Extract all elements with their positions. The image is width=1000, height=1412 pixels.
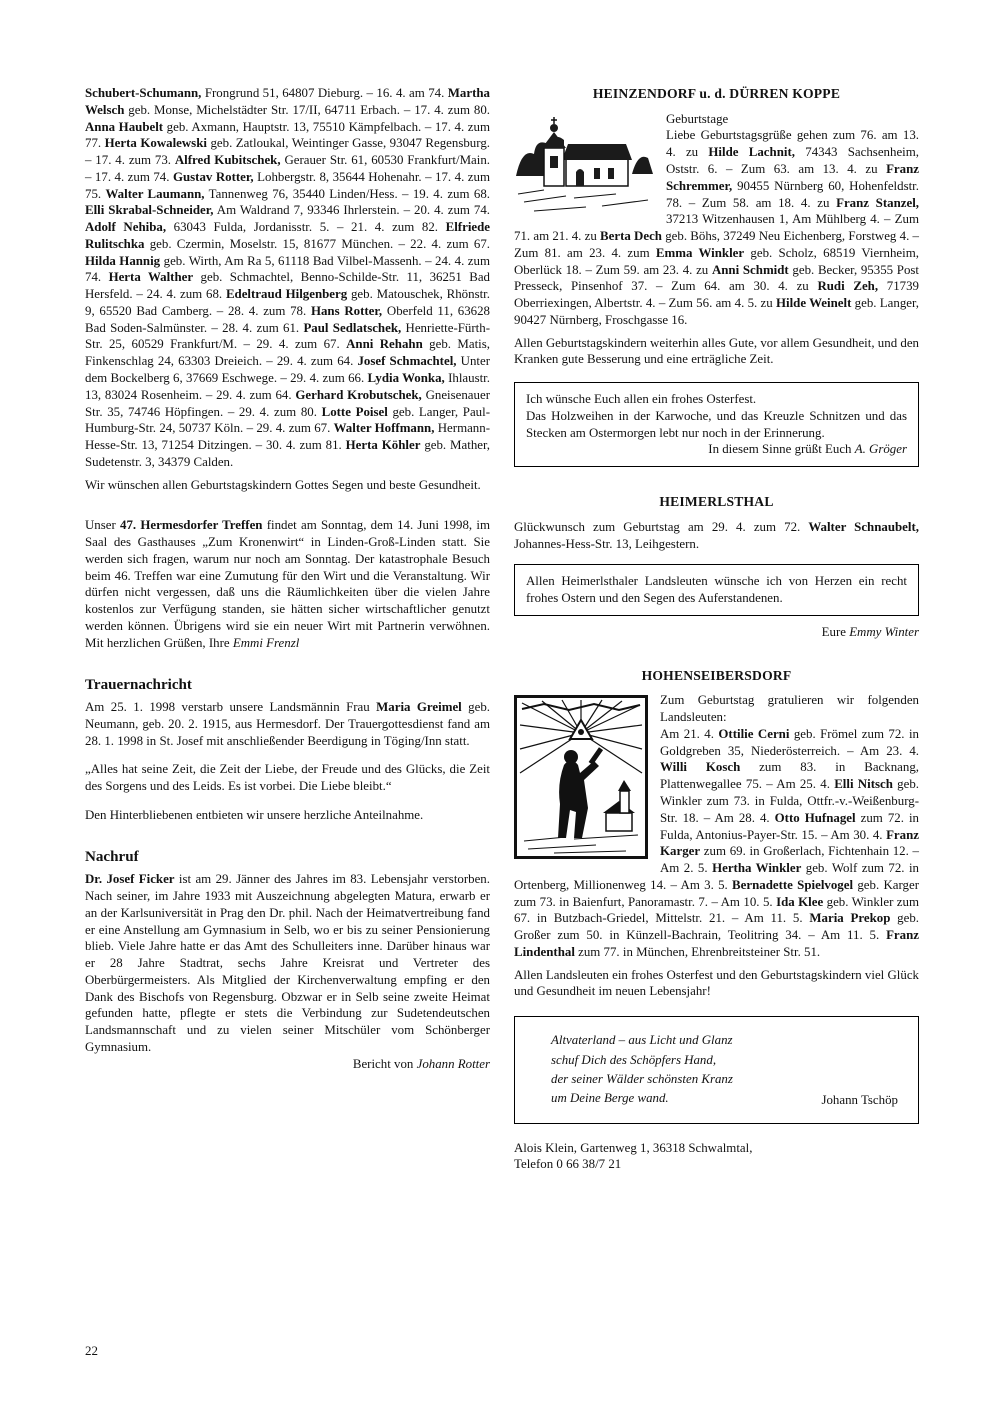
left-column	[85, 85, 490, 1173]
page-number: 22	[85, 1343, 98, 1359]
contact-line: Telefon 0 66 38/7 21	[514, 1157, 622, 1172]
hohenseibersdorf-birthdays: Zum Geburtstag gratulieren wir folgenden Landsleuten: Am 21. 4. Ottilie Cerni geb. Frömel zum 72. in Goldgreben 35, Niederösterreich. – Am 23. 4. Willi Kosch zum 83. in Backnang, Plattenwegallee 75. – Am 25. 4. Elli Nitsch geb. Winkler zum 73. in Fulda, Ottfr.-v.-Weißenburg-Str. 18. – Am 28. 4. Otto Hufnagel zum 72. in Fulda, Antonius-Payer-Str. 15. – Am 30. 4. Franz Karger zum 69. in Großerlach, Fichtenhain 12. – Am 2. 5. Hertha Winkler geb. Wolf zum 72. in Ortenberg, Millionenweg 14. – Am 3. 5. Bernadette Spielvogel geb. Karger zum 73. in Baienfurt, Panoramastr. 7. – Am 10. 5. Ida Klee geb. Winkler zum 67. in Butzbach-Griedel, Mittelstr. 21. – Am 11. 5. Maria Prekop geb. Großer zum 50. in Künzell-Bachrain, Teolitring 34. – Am 11. 5. Franz Lindenthal zum 77. in München, Ehrenbreitsteiner Str. 51.	[514, 693, 920, 959]
easter-greeting-box	[514, 382, 919, 467]
heinzendorf-title: HEINZENDORF u. d. DÜRREN KOPPE	[592, 86, 841, 101]
easter-box-signature: In diesem Sinne grüßt Euch A. Gröger	[708, 442, 907, 457]
poem-box	[514, 1016, 919, 1123]
poem-line: um Deine Berge wand.	[551, 1091, 669, 1106]
right-column	[514, 85, 919, 1173]
obituary-notice-heading: Trauernachricht	[85, 676, 192, 693]
heimerlsthal-title: HEIMERLSTHAL	[659, 494, 774, 510]
religious-woodcut-image	[514, 695, 648, 859]
hohenseibersdorf-title: HOHENSEIBERSDORF	[641, 667, 792, 683]
birthday-list-paragraph: Schubert-Schumann, Frongrund 51, 64807 Dieburg. – 16. 4. am 74. Martha Welsch geb. Monse, Michelstädter Str. 17/II, 64711 Erbach. – 17. 4. zum 80. Anna Haubelt geb. Axmann, Hauptstr. 13, 75510 Kämpfelbach. – 17. 4. zum 77. Herta Kowalewski geb. Zatloukal, Weintinger Gasse, 93047 Regensburg. – 17. 4. zum 73. Alfred Kubitschek, Gerauer Str. 61, 60530 Frankfurt/Main. – 17. 4. zum 74. Gustav Rotter, Lohbergstr. 8, 35644 Hohenahr. – 17. 4. zum 75. Walter Laumann, Tannenweg 76, 35440 Linden/Hess. – 19. 4. zum 68. Elli Skrabal-Schneider, Am Waldrand 7, 93346 Ihrlerstein. – 20. 4. zum 74. Adolf Nehiba, 63043 Fulda, Jordanisstr. 5. – 21. 4. zum 82. Elfriede Rulitschka geb. Czermin, Moselstr. 15, 81677 München. – 22. 4. zum 67. Hilda Hannig geb. Wirth, Am Ra 5, 61118 Bad Vilbel-Massenh. – 24. 4. zum 74. Herta Walther geb. Schmachtel, Benno-Schilde-Str. 11, 36251 Bad Hersfeld. – 24. 4. zum 68. Edeltraud Hilgenberg geb. Matouschek, Rhönstr. 9, 65520 Bad Camberg. – 28. 4. zum 78. Hans Rotter, Oberfeld 11, 63628 Bad Soden-Salmünster. – 28. 4. zum 61. Paul Sedlatschek, Henriette-Fürth-Str. 25, 60529 Frankfurt/M. – 29. 4. zum 67. Anni Rehahn geb. Matis, Finkenschlag 24, 63303 Dreieich. – 29. 4. zum 64. Josef Schmachtel, Unter dem Bockelberg 6, 37669 Eschwege. – 29. 4. zum 66. Lydia Wonka, Ihlaustr. 13, 83024 Rosenheim. – 29. 4. zum 64. Gerhard Krobutschek, Gneisenauer Str. 35, 74746 Höpfingen. – 29. 4. zum 80. Lotte Poisel geb. Langer, Paul-Humburg-Str. 24, 50737 Köln. – 29. 4. zum 67. Walter Hoffmann, Hermann-Hesse-Str. 13, 71254 Ditzingen. – 30. 4. zum 81. Herta Köhler geb. Mather, Sudetenstr. 3, 34379 Calden.	[85, 86, 491, 469]
birthday-wish: Wir wünschen allen Geburtstagskindern Gottes Segen und beste Gesundheit.	[85, 477, 481, 492]
poem-line: schuf Dich des Schöpfers Hand,	[551, 1052, 717, 1067]
section-hohenseibersdorf	[514, 667, 919, 1173]
poem-author: Johann Tschöp	[821, 1092, 898, 1107]
heimerlsthal-signature: Eure Emmy Winter	[821, 624, 919, 639]
obituary-quote: „Alles hat seine Zeit, die Zeit der Liebe, der Freude und des Glücks, die Zeit des Sorgens und des Leids. Es ist vorbei. Die Liebe bleibt.“	[85, 762, 490, 794]
contact-line: Alois Klein, Gartenweg 1, 36318 Schwalmtal,	[514, 1140, 753, 1155]
heimerlsthal-birthday: Glückwunsch zum Geburtstag am 29. 4. zum 72. Walter Schnaubelt, Johannes-Hess-Str. 13, Leihgestern.	[514, 519, 919, 551]
nachruf-heading: Nachruf	[85, 848, 139, 865]
obituary-notice-paragraph: Am 25. 1. 1998 verstarb unsere Landsmännin Frau Maria Greimel geb. Neumann, geb. 20. 2. 1915, aus Hermesdorf. Der Trauergottesdienst fand am 28. 1. 1998 in St. Josef mit anschließender Beerdigung in Töging/Inn statt.	[85, 700, 491, 748]
easter-box-body: Das Holzweihen in der Karwoche, und das Kreuzle Schnitzen und das Stecken am Ostermorgen lebt nur noch in der Erinnerung.	[526, 408, 907, 440]
treffen-announcement: Unser 47. Hermesdorfer Treffen findet am Sonntag, dem 14. Juni 1998, im Saal des Gasthauses „Zum Kronenwirt“ in Linden-Groß-Linden statt. Sie werden sich fragen, warum nur noch am Sonntag. Der katastrophale Besuch beim 46. Treffen war eine Zumutung für den Wirt und die Veranstaltung. Wir dürfen nicht vergessen, daß uns die Räumlichkeiten über die vielen Jahre kostenlos zur Verfügung standen, sie hätten sicher wirtschaftlicher genutzt werden können. Übrigens wird sie ein neuer Wirt mit Partnerin verwöhnen. Mit herzlichen Grüßen, Ihre Emmi Frenzl	[85, 518, 490, 650]
heinzendorf-subtitle: Geburtstage	[666, 111, 729, 126]
poem-line: der seiner Wälder schönsten Kranz	[551, 1071, 733, 1086]
hohenseibersdorf-closing: Allen Landsleuten ein frohes Osterfest und den Geburtstagskindern viel Glück und Gesundheit im neuen Lebensjahr!	[514, 967, 919, 999]
heimerlsthal-greeting-box	[514, 564, 919, 616]
contact-info	[514, 1140, 919, 1174]
nachruf-paragraph: Dr. Josef Ficker ist am 29. Jänner des Jahres im 83. Lebensjahr verstorben. Nach seiner, im Jahre 1933 mit Auszeichnung abgelegten Matura, erwarb er an der Karlsuniversität in Prag den Dr. phil. Nach der Heimatvertreibung fand er eine Anstellung am Gymnasium in Selb, wo er bis zu seiner Pensionierung blieb. Viele Jahre hatte er das Amt des Schulleiters inne. Darüber hinaus war er 28 Jahre Stadtrat, sechs Jahre Kreisrat und Vertreter des Oberbürgermeisters. Als Mitglied der Kirchenverwaltung empfing er den Dank des Bischofs von Regensburg. Obzwar er in Selb seine zweite Heimat gefunden hatte, pflegte er stets die Verbindung zur Sudetendeutschen Landsmannschaft und zu vielen seiner Mitschüler vom Schönberger Gymnasium.	[85, 872, 490, 1054]
section-heinzendorf	[514, 85, 919, 467]
section-heimerlsthal	[514, 493, 919, 641]
poem-line: Altvaterland – aus Licht und Glanz	[551, 1033, 733, 1048]
heinzendorf-birthdays: Liebe Geburtstagsgrüße gehen zum 76. am 13. 4. zu Hilde Lachnit, 74343 Sachsenheim, Oststr. 6. – Zum 63. am 13. 4. zu Franz Schremmer, 90455 Nürnberg 60, Hohenfeldstr. 78. – Zum 58. am 18. 4. zu Franz Stanzel, 37213 Witzenhausen 1, Am Mühlberg 4. – Zum 71. am 21. 4. zu Berta Dech geb. Böhs, 37249 Neu Eichenberg, Forstweg 4. – Zum 81. am 23. 4. zum Emma Winkler geb. Scholz, 68519 Viernheim, Oberlück 18. – Zum 59. am 23. 4. zu Anni Schmidt geb. Becker, 95355 Post Presseck, Pinsenhof 37. – Zum 64. am 30. 4. zu Rudi Zeh, 71739 Oberriexingen, Albertstr. 4. – Zum 56. am 4. 5. zu Hilde Weinelt geb. Langer, 90427 Nürnberg, Froschgasse 16.	[514, 128, 920, 327]
easter-box-line1: Ich wünsche Euch allen ein frohes Osterfest.	[526, 392, 757, 407]
condolence-line: Den Hinterbliebenen entbieten wir unsere herzliche Anteilnahme.	[85, 807, 424, 822]
heinzendorf-closing: Allen Geburtstagskindern weiterhin alles Gute, vor allem Gesundheit, und den Kranken gute Besserung und eine erträgliche Zeit.	[514, 335, 919, 367]
heimerlsthal-box-text: Allen Heimerlsthaler Landsleuten wünsche ich von Herzen ein recht frohes Ostern und den Segen des Auferstandenen.	[526, 574, 907, 606]
poem-text	[551, 1031, 733, 1108]
chapel-woodcut-image	[514, 114, 654, 216]
nachruf-byline: Bericht von Johann Rotter	[352, 1056, 490, 1071]
